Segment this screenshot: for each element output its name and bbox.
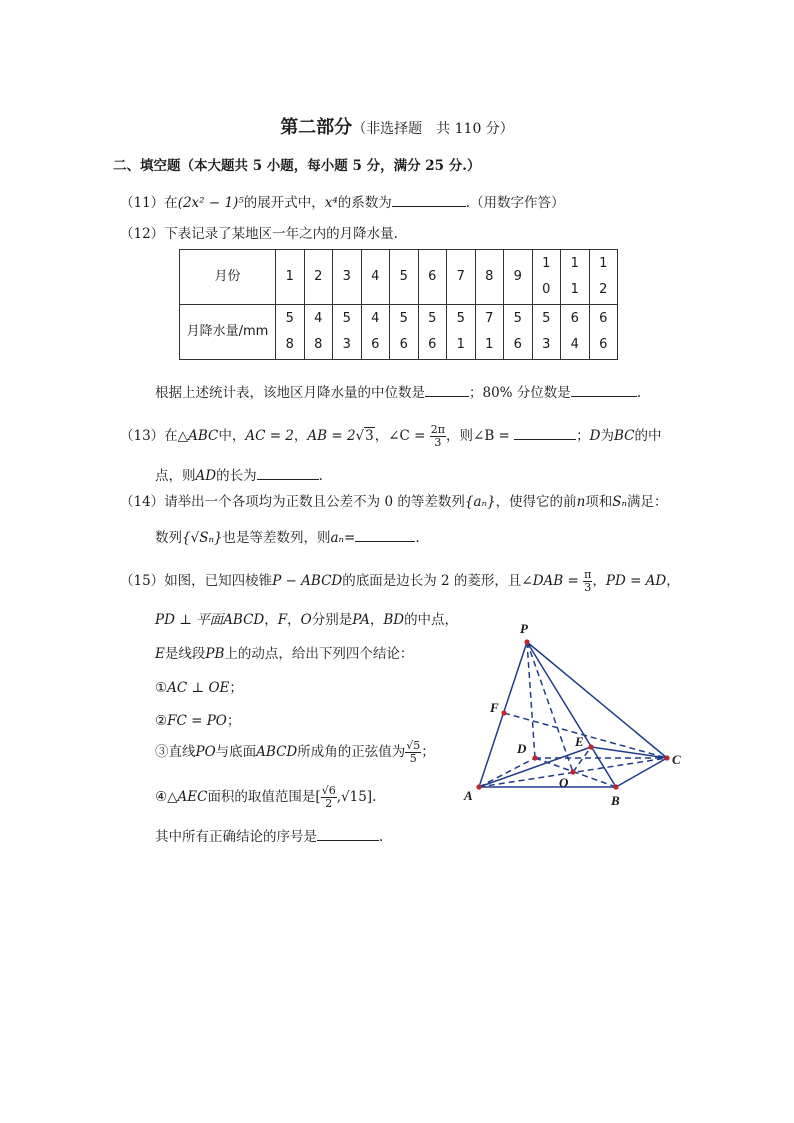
- q15-line1-h: ，: [666, 573, 680, 589]
- cell-digit: 4: [570, 337, 579, 352]
- q15-c3-fraction: [405, 740, 421, 765]
- q14-line1-c: 项和: [585, 494, 613, 510]
- cell-digit: 6: [599, 337, 608, 352]
- table-cell-rainfall: [561, 305, 590, 360]
- cell-digit: 6: [599, 311, 608, 326]
- q15-final-a: 其中所有正确结论的序号是: [155, 829, 317, 845]
- q11-expression: (2x² − 1)⁵: [177, 195, 244, 211]
- q15-c2-text: FC = PO: [167, 713, 227, 729]
- q15-c3-num: √5: [406, 739, 421, 752]
- q15-conclusion-1: [155, 676, 243, 696]
- q15-c3-a: ③直线: [155, 744, 196, 760]
- q15-number: （15）: [120, 573, 165, 589]
- rainfall-table: [179, 249, 618, 360]
- q15-conclusion-4: [155, 785, 376, 810]
- question-11: [120, 191, 565, 211]
- q11-mid: 的展开式中，: [243, 195, 325, 211]
- q14-line2-b: 也是等差数列，则: [222, 530, 331, 546]
- table-cell-month: [561, 250, 590, 305]
- table-cell-rainfall: [504, 305, 533, 360]
- cell-digit: 0: [542, 282, 551, 297]
- cell-digit: 5: [342, 311, 351, 326]
- page-title: [0, 113, 794, 139]
- q13-line2-c: 的长为: [216, 468, 257, 484]
- q15-answer-blank[interactable]: [317, 826, 379, 841]
- table-cell-rainfall: [447, 305, 476, 360]
- title-sub: （非选择题 共 110 分）: [352, 121, 514, 137]
- q14-sn: Sₙ: [612, 494, 627, 510]
- q14-line2-a: 数列: [155, 530, 182, 546]
- q15-line3: [155, 642, 413, 662]
- q12-median-blank[interactable]: [425, 382, 469, 397]
- q15-c2-end: ；: [226, 713, 241, 729]
- cell-digit: 6: [428, 269, 437, 284]
- cell-digit: 1: [599, 256, 608, 271]
- cell-digit: 6: [513, 337, 522, 352]
- q13-triangle: ABC: [188, 428, 219, 444]
- cell-digit: 6: [371, 337, 380, 352]
- cell-digit: 4: [314, 311, 323, 326]
- label-c: C: [672, 752, 681, 767]
- q15-line3-b: 是线段: [164, 646, 206, 662]
- section-header: [113, 154, 480, 174]
- q14-equals: =: [344, 530, 356, 546]
- q13-line2-d: .: [318, 468, 323, 484]
- q14-line2-d: .: [415, 530, 420, 546]
- q14-line1-d: 满足：: [627, 494, 668, 510]
- section-label: 二、填空题: [113, 158, 181, 174]
- q13-angle-fraction: [430, 424, 446, 449]
- cell-digit: 3: [342, 269, 351, 284]
- point-c: [664, 755, 669, 760]
- title-main: 第二部分: [280, 117, 353, 138]
- q15-c4-c: 面积的取值范围是[: [207, 789, 321, 805]
- q13-text-e: ；: [576, 428, 590, 444]
- point-p: [524, 639, 529, 644]
- q15-segment-pb: PB: [205, 646, 225, 662]
- cell-digit: 7: [456, 269, 465, 284]
- table-cell-month: [589, 250, 618, 305]
- question-15: [120, 569, 680, 594]
- label-d: D: [517, 741, 527, 756]
- point-b: [613, 784, 618, 789]
- q15-c4-a: ④△: [155, 789, 178, 805]
- q13-segment-ad: AD: [195, 468, 217, 484]
- cell-digit: 5: [399, 311, 408, 326]
- cell-digit: 6: [399, 337, 408, 352]
- q13-frac-den: 3: [434, 436, 442, 449]
- q14-an: aₙ: [330, 530, 345, 546]
- q13-angle-blank[interactable]: [514, 425, 576, 440]
- table-cell-month: [361, 250, 390, 305]
- q12-text: 下表记录了某地区一年之内的月降水量.: [164, 226, 398, 242]
- q15-conclusion-3: [155, 740, 435, 765]
- q13-text-g: 为: [600, 428, 614, 444]
- q11-term: x⁴: [324, 195, 338, 211]
- q15-frac-num: π: [584, 568, 592, 581]
- q13-cond-ab: AB = 2: [307, 428, 356, 444]
- q15-eq: =: [563, 573, 584, 589]
- cell-digit: 5: [542, 311, 551, 326]
- cell-digit: 6: [570, 311, 579, 326]
- table-header-month: 月份: [180, 250, 276, 305]
- label-p: P: [520, 621, 528, 636]
- q13-sep1: ，: [293, 428, 308, 444]
- label-o: O: [559, 775, 569, 790]
- q15-pd-ad: PD = AD: [605, 573, 667, 589]
- q15-respectively: 分别是: [311, 612, 353, 628]
- table-cell-rainfall: [589, 305, 618, 360]
- table-cell-rainfall: [532, 305, 561, 360]
- cell-digit: 3: [542, 337, 551, 352]
- q15-c4-den: 2: [325, 797, 333, 810]
- q15-c4-fraction: [321, 785, 337, 810]
- q13-sqrt-value: 3: [365, 428, 374, 444]
- q15-point-o: O: [300, 612, 312, 628]
- q13-cond-ac: AC = 2: [245, 428, 294, 444]
- table-cell-rainfall: [333, 305, 362, 360]
- point-d: [532, 755, 537, 760]
- cell-digit: 9: [513, 269, 522, 284]
- cell-digit: 2: [314, 269, 323, 284]
- q15-c1-text: AC ⊥ OE: [167, 680, 230, 696]
- question-13: [120, 424, 662, 449]
- q11-pre: 在: [164, 195, 178, 211]
- q15-line3-d: 上的动点，给出下列四个结论：: [224, 646, 414, 662]
- q15-c3-den: 5: [409, 752, 417, 765]
- q15-plane: ABCD: [223, 612, 265, 628]
- q15-c4-num: √6: [321, 784, 336, 797]
- cell-digit: 3: [342, 337, 351, 352]
- q12-follow-end: .: [636, 385, 642, 401]
- cell-digit: 2: [599, 282, 608, 297]
- q13-text-d: ，则∠B =: [446, 428, 515, 444]
- table-cell-month: [475, 250, 504, 305]
- q12-follow-pre: 根据上述统计表，该地区月降水量的中位数是: [155, 385, 425, 401]
- q15-segment-pa: PA: [352, 612, 370, 628]
- q15-point-e: E: [155, 646, 165, 662]
- q15-perp: PD ⊥ 平面: [155, 612, 224, 628]
- table-cell-rainfall: [276, 305, 305, 360]
- cell-digit: 7: [485, 311, 494, 326]
- q15-final: [155, 825, 383, 845]
- table-cell-month: [276, 250, 305, 305]
- q15-c2-mark: ②: [155, 713, 168, 729]
- q15-c3-c: 与底面: [215, 744, 257, 760]
- q11-answer-blank[interactable]: [392, 192, 466, 207]
- cell-digit: 4: [371, 269, 380, 284]
- cell-digit: 1: [285, 269, 294, 284]
- q13-line2-a: 点，则: [155, 468, 196, 484]
- q15-segment-bd: BD: [383, 612, 405, 628]
- cell-digit: 8: [314, 337, 323, 352]
- table-cell-month: [532, 250, 561, 305]
- point-f: [501, 710, 506, 715]
- cell-digit: 6: [428, 337, 437, 352]
- figure-points: [476, 639, 669, 789]
- q15-c3-po: PO: [195, 744, 216, 760]
- q14-n: n: [576, 494, 586, 510]
- q14-line1-b: ，使得它的前: [495, 494, 577, 510]
- cell-digit: 1: [570, 256, 579, 271]
- q15-frac-den: 3: [584, 581, 592, 594]
- q13-point-d: D: [589, 428, 601, 444]
- q15-line2: [155, 608, 458, 628]
- q14-line2: [155, 526, 420, 546]
- q14-answer-blank[interactable]: [355, 527, 415, 542]
- section-note: （本大题共 5 小题，每小题 5 分，满分 25 分.）: [180, 158, 481, 174]
- cell-digit: 5: [456, 311, 465, 326]
- table-cell-month: [447, 250, 476, 305]
- table-cell-month: [504, 250, 533, 305]
- cell-digit: 1: [570, 282, 579, 297]
- q15-point-f: F: [277, 612, 288, 628]
- point-o: [570, 769, 575, 774]
- q15-c3-plane: ABCD: [256, 744, 298, 760]
- label-f: F: [490, 700, 499, 715]
- label-e: E: [575, 734, 584, 749]
- q12-follow-mid: ；80% 分位数是: [469, 385, 571, 401]
- q13-text-c: 中，: [218, 428, 246, 444]
- q12-followup: [155, 381, 641, 401]
- q15-line1-a: 如图，已知四棱锥: [164, 573, 273, 589]
- q15-midpoints: 的中点，: [404, 612, 459, 628]
- segment-fc: [504, 713, 667, 758]
- q15-sep-a: ，: [264, 612, 278, 628]
- table-cell-month: [390, 250, 419, 305]
- q15-c4-d: ,√15].: [336, 789, 377, 805]
- question-14: [120, 490, 668, 510]
- q11-tail: .（用数字作答）: [465, 195, 565, 211]
- q13-frac-num: 2π: [430, 423, 446, 436]
- q15-line1-c: 的底面是边长为 2 的菱形，且∠: [342, 573, 533, 589]
- question-12: [120, 222, 398, 242]
- q14-sequence: {aₙ}: [464, 494, 496, 510]
- q13-sep2: ，∠C =: [374, 428, 430, 444]
- point-a: [476, 784, 481, 789]
- q14-sqrt-sequence: {√Sₙ}: [182, 530, 223, 546]
- q13-sqrt-symbol: √: [355, 428, 365, 444]
- q15-sep-b: ，: [287, 612, 301, 628]
- q12-number: （12）: [120, 226, 165, 242]
- q15-conclusion-2: [155, 709, 240, 729]
- table-cell-rainfall: [475, 305, 504, 360]
- q13-text-a: 在△: [164, 428, 189, 444]
- q15-angle: DAB: [532, 573, 564, 589]
- q13-line2: [155, 464, 323, 484]
- cell-digit: 5: [285, 311, 294, 326]
- table-row-months: [180, 250, 618, 305]
- q15-c3-e: 所成角的正弦值为: [297, 744, 406, 760]
- cell-digit: 8: [485, 269, 494, 284]
- q15-c1-end: ；: [229, 680, 243, 696]
- q11-post: 的系数为: [337, 195, 392, 211]
- q13-number: （13）: [120, 428, 165, 444]
- point-e: [588, 744, 593, 749]
- cell-digit: 1: [542, 256, 551, 271]
- table-cell-rainfall: [361, 305, 390, 360]
- q15-line1-f: ，: [592, 573, 606, 589]
- q14-number: （14）: [120, 494, 165, 510]
- q13-segment-bc: BC: [614, 428, 635, 444]
- table-cell-rainfall: [418, 305, 447, 360]
- cell-digit: 4: [371, 311, 380, 326]
- cell-digit: 1: [485, 337, 494, 352]
- table-cell-month: [418, 250, 447, 305]
- q15-pyramid: P − ABCD: [272, 573, 343, 589]
- cell-digit: 5: [428, 311, 437, 326]
- cell-digit: 1: [456, 337, 465, 352]
- q15-c1-mark: ①: [155, 680, 168, 696]
- q15-c4-triangle: AEC: [177, 789, 208, 805]
- table-row-rainfall: [180, 305, 618, 360]
- pyramid-figure: [455, 615, 695, 815]
- table-cell-month: [333, 250, 362, 305]
- q15-c3-end: ；: [421, 744, 435, 760]
- q12-percentile-blank[interactable]: [571, 382, 637, 397]
- q15-sep-c: ，: [369, 612, 384, 628]
- cell-digit: 8: [285, 337, 294, 352]
- table-header-rainfall: 月降水量/mm: [180, 305, 276, 360]
- q15-angle-fraction: [583, 569, 592, 594]
- q13-text-i: 的中: [634, 428, 662, 444]
- cell-digit: 5: [513, 311, 522, 326]
- table-cell-rainfall: [390, 305, 419, 360]
- q11-number: （11）: [120, 195, 165, 211]
- table-cell-month: [304, 250, 333, 305]
- label-a: A: [464, 788, 473, 803]
- edge-pd: [527, 642, 535, 758]
- cell-digit: 5: [399, 269, 408, 284]
- q15-final-b: .: [379, 829, 384, 845]
- figure-lines: [479, 642, 667, 787]
- q13-length-blank[interactable]: [257, 465, 319, 480]
- label-b: B: [611, 793, 620, 808]
- q14-line1: 请举出一个各项均为正数且公差不为 0 的等差数列: [164, 494, 465, 510]
- table-cell-rainfall: [304, 305, 333, 360]
